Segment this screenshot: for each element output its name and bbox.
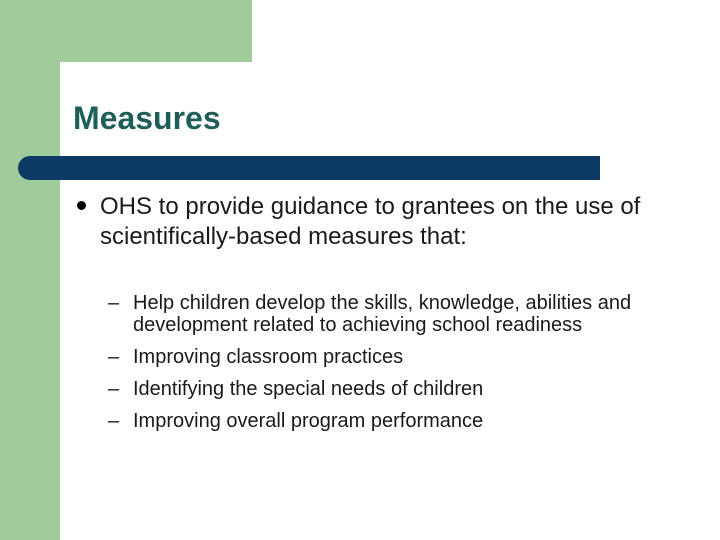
dash-icon: – bbox=[108, 292, 120, 314]
sub-bullet-item bbox=[108, 378, 648, 400]
dash-icon: – bbox=[108, 378, 120, 400]
dash-icon: – bbox=[108, 410, 120, 432]
sub-bullet-text: Help children develop the skills, knowledge, abilities and development related to achieving school readiness bbox=[133, 292, 632, 336]
sub-bullet-text: Improving overall program performance bbox=[133, 410, 484, 432]
main-bullet-text: OHS to provide guidance to grantees on the use of scientifically-based measures that: bbox=[100, 193, 641, 250]
decorative-green-strip-left bbox=[0, 0, 60, 540]
slide-title: Measures bbox=[73, 100, 221, 136]
sub-bullet-text: Identifying the special needs of children bbox=[133, 378, 484, 400]
title-underline-bar bbox=[18, 156, 600, 180]
dash-icon: – bbox=[108, 346, 120, 368]
bullet-dot-icon bbox=[77, 201, 86, 210]
sub-bullet-text: Improving classroom practices bbox=[133, 346, 404, 368]
sub-bullet-item bbox=[108, 292, 648, 336]
sub-bullet-list bbox=[108, 292, 648, 442]
sub-bullet-item bbox=[108, 346, 648, 368]
sub-bullet-item bbox=[108, 410, 648, 432]
